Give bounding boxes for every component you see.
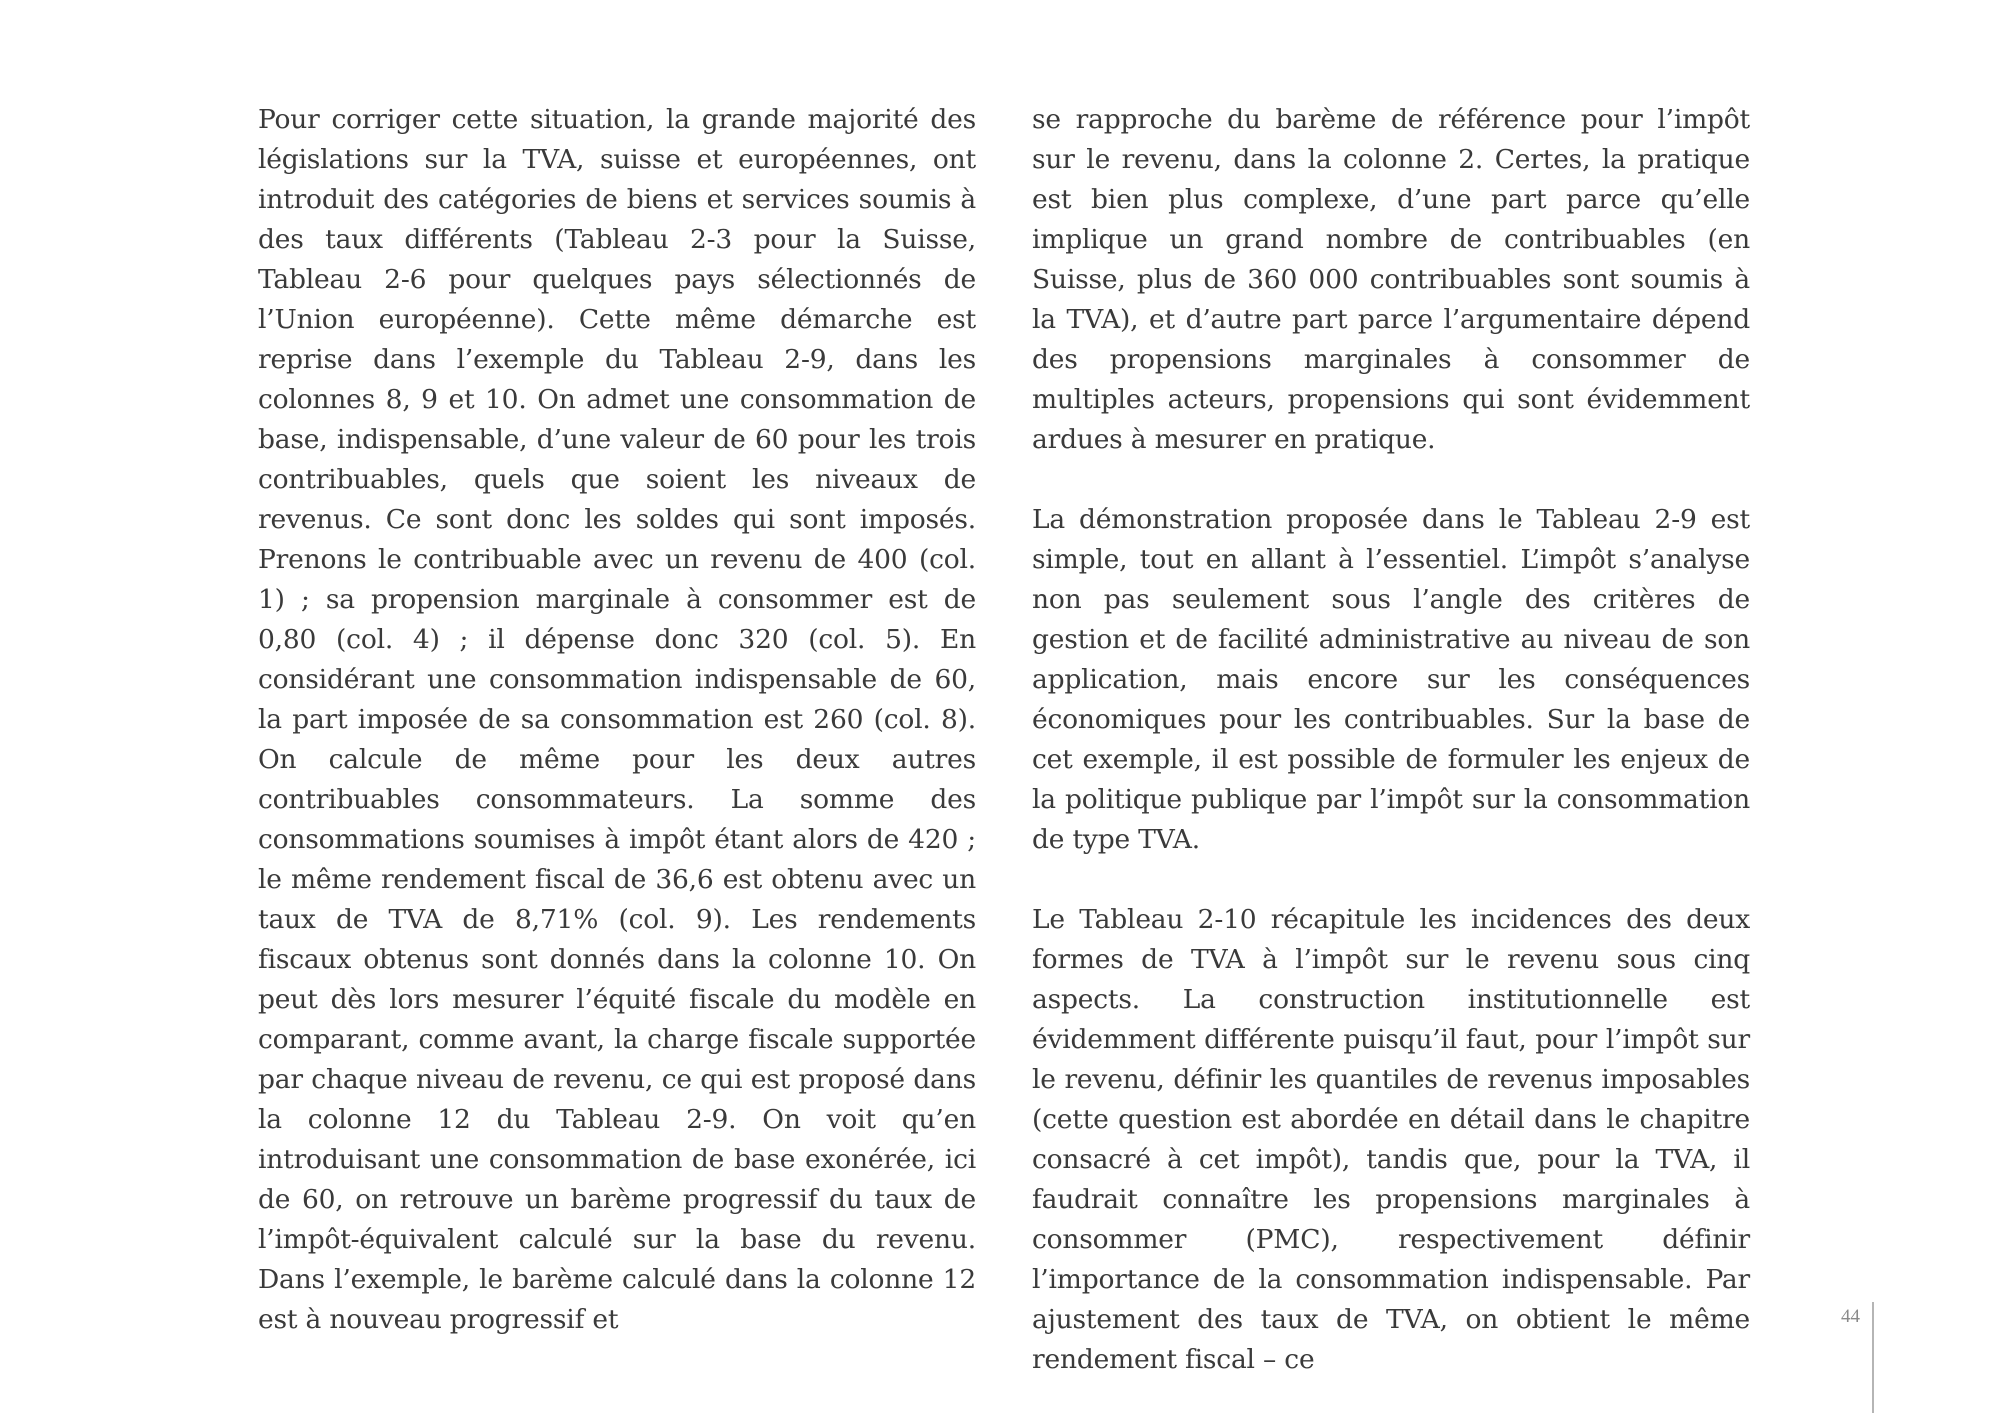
- page-number: 44: [1841, 1306, 1860, 1327]
- page-margin-rule: [1872, 1302, 1874, 1413]
- paragraph: se rapproche du barème de référence pour l’impôt sur le revenu, dans la colonne 2. Certes, la pratique est bien plus complexe, d’une part parce qu’elle implique un grand nombre de contribuables (en Suisse, plus de 360 000 contribuables sont soumis à la TVA), et d’autre part parce l’argumentaire dépend des propensions marginales à consommer de multiples acteurs, propensions qui sont évidemment ardues à mesurer en pratique.: [1032, 104, 1750, 455]
- right-text-column: [1032, 100, 1750, 1380]
- paragraph: Le Tableau 2-10 récapitule les incidences des deux formes de TVA à l’impôt sur le revenu sous cinq aspects. La construction institutionnelle est évidemment différente puisqu’il faut, pour l’impôt sur le revenu, définir les quantiles de revenus imposables (cette question est abordée en détail dans le chapitre consacré à cet impôt), tandis que, pour la TVA, il faudrait connaître les propensions marginales à consommer (PMC), respectivement définir l’importance de la consommation indispensable. Par ajustement des taux de TVA, on obtient le même rendement fiscal – ce: [1032, 904, 1750, 1375]
- left-text-column: [258, 100, 976, 1340]
- paragraph: Pour corriger cette situation, la grande majorité des législations sur la TVA, suisse et européennes, ont introduit des catégories de biens et services soumis à des taux différents (Tableau 2-3 pour la Suisse, Tableau 2-6 pour quelques pays sélectionnés de l’Union européenne). Cette même démarche est reprise dans l’exemple du Tableau 2-9, dans les colonnes 8, 9 et 10. On admet une consommation de base, indispensable, d’une valeur de 60 pour les trois contribuables, quels que soient les niveaux de revenus. Ce sont donc les soldes qui sont imposés. Prenons le contribuable avec un revenu de 400 (col. 1) ; sa propension marginale à consommer est de 0,80 (col. 4) ; il dépense donc 320 (col. 5). En considérant une consommation indispensable de 60, la part imposée de sa consommation est 260 (col. 8). On calcule de même pour les deux autres contribuables consommateurs. La somme des consommations soumises à impôt étant alors de 420 ; le même rendement fiscal de 36,6 est obtenu avec un taux de TVA de 8,71% (col. 9). Les rendements fiscaux obtenus sont donnés dans la colonne 10. On peut dès lors mesurer l’équité fiscale du modèle en comparant, comme avant, la charge fiscale supportée par chaque niveau de revenu, ce qui est proposé dans la colonne 12 du Tableau 2-9. On voit qu’en introduisant une consommation de base exonérée, ici de 60, on retrouve un barème progressif du taux de l’impôt-équivalent calculé sur la base du revenu. Dans l’exemple, le barème calculé dans la colonne 12 est à nouveau progressif et: [258, 104, 976, 1335]
- paragraph: La démonstration proposée dans le Tableau 2-9 est simple, tout en allant à l’essentiel. L’impôt s’analyse non pas seulement sous l’angle des critères de gestion et de facilité administrative au niveau de son application, mais encore sur les conséquences économiques pour les contribuables. Sur la base de cet exemple, il est possible de formuler les enjeux de la politique publique par l’impôt sur la consommation de type TVA.: [1032, 504, 1750, 855]
